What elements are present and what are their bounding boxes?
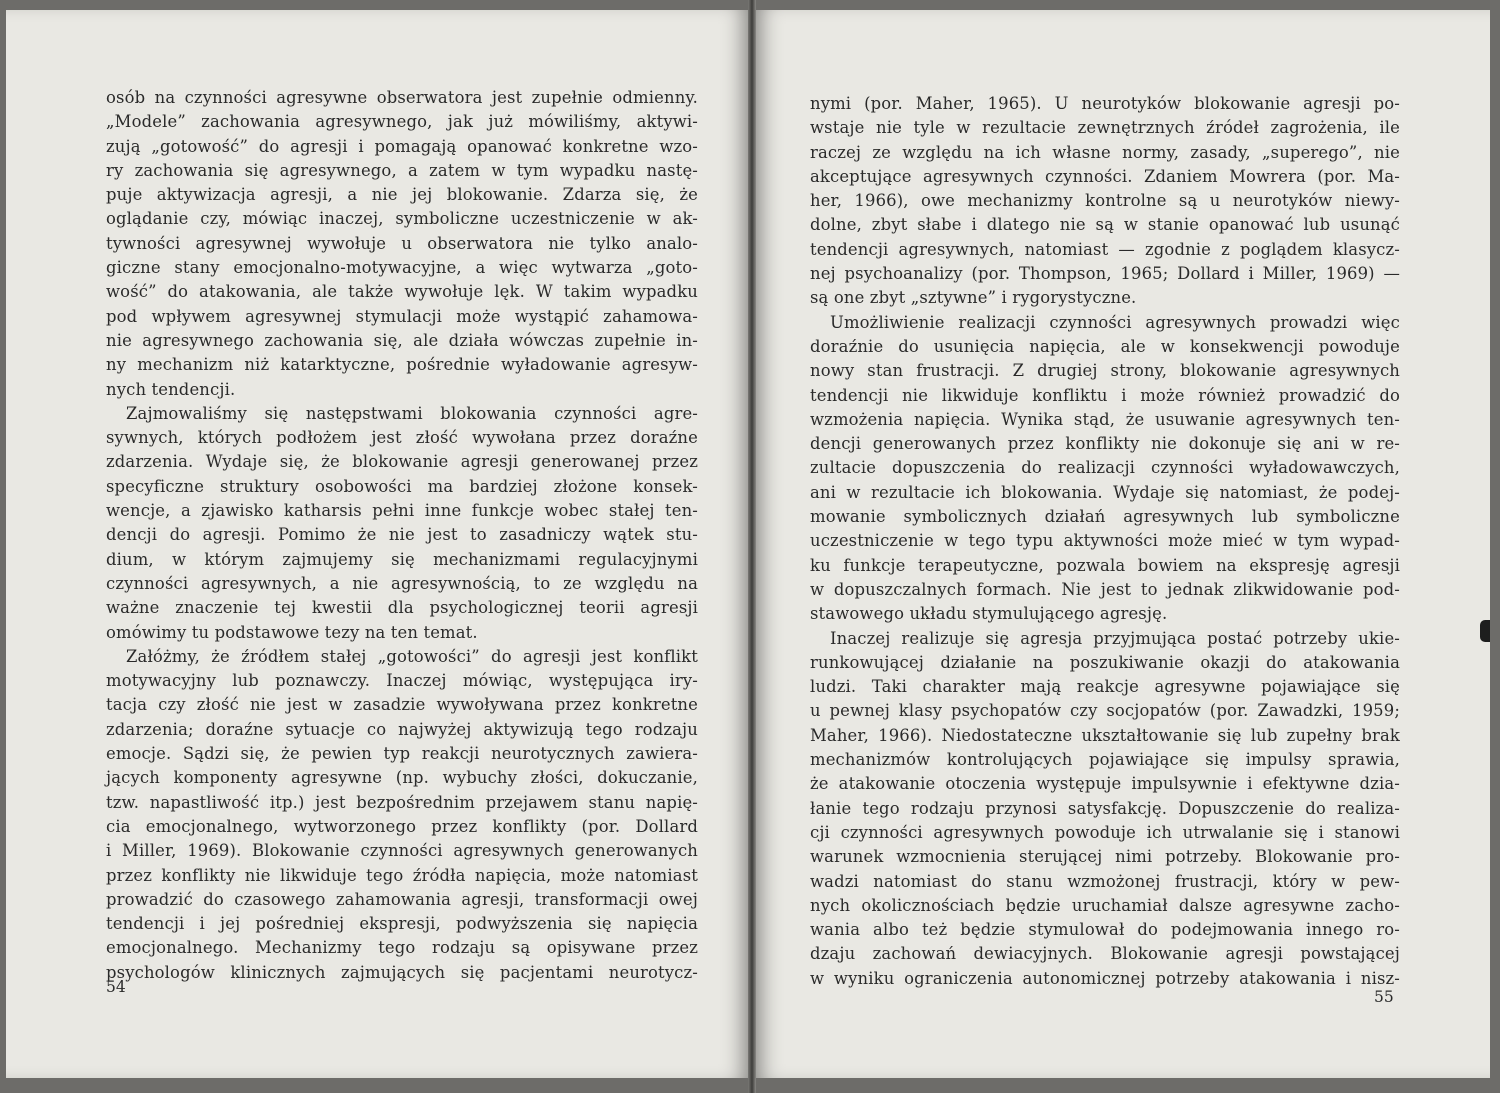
text-line: przez konflikty nie likwiduje tego źródła napięcia, może natomiast	[106, 865, 698, 885]
left-page-number: 54	[106, 978, 126, 996]
text-line: dzaju zachowań dewiacyjnych. Blokowanie agresji powstającej	[810, 944, 1400, 964]
text-line: psychologów klinicznych zajmujących się pacjentami neurotycz-	[106, 962, 698, 982]
text-line: akceptujące agresywnych czynności. Zdaniem Mowrera (por. Ma-	[810, 166, 1400, 186]
right-page-number: 55	[1374, 988, 1394, 1006]
text-line: osób na czynności agresywne obserwatora jest zupełnie odmienny.	[106, 88, 698, 107]
text-line: tendencji agresywnych, natomiast — zgodnie z poglądem klasycz-	[810, 239, 1400, 259]
text-line: są one zbyt „sztywne” i rygorystyczne.	[810, 288, 1137, 308]
text-line: Maher, 1966). Niedostateczne ukształtowanie się lub zupełny brak	[810, 725, 1400, 745]
text-line: puje aktywizacja agresji, a nie jej blokowanie. Zdarza się, że	[106, 185, 698, 205]
text-line: ważne znaczenie tej kwestii dla psychologicznej teorii agresji	[106, 598, 698, 618]
text-line: ny mechanizm niż katarktyczne, pośrednie wyładowanie agresyw-	[106, 355, 698, 375]
text-line: nej psychoanalizy (por. Thompson, 1965; Dollard i Miller, 1969) —	[810, 264, 1400, 284]
text-line: uczestniczenie w tego typu aktywności może mieć w tym wypad-	[810, 531, 1400, 551]
text-line: zdarzenia; doraźne sytuacje co najwyżej aktywizują tego rodzaju	[106, 719, 698, 739]
text-line: zultacie dopuszczenia do realizacji czynności wyładowawczych,	[810, 458, 1400, 478]
text-line: stawowego układu stymulującego agresję.	[810, 604, 1168, 624]
text-line: w wyniku ograniczenia autonomicznej potrzeby atakowania i nisz-	[810, 968, 1400, 988]
text-line: raczej ze względu na ich własne normy, zasady, „superego”, nie	[810, 142, 1400, 162]
text-line: Inaczej realizuje się agresja przyjmująca postać potrzeby ukie-	[830, 628, 1400, 648]
text-line: Zajmowaliśmy się następstwami blokowania czynności agre-	[126, 403, 698, 423]
left-page	[6, 10, 750, 1078]
text-line: mowanie symbolicznych działań agresywnych lub symboliczne	[810, 507, 1400, 527]
text-line: u pewnej klasy psychopatów czy socjopatów (por. Zawadzki, 1959;	[810, 701, 1400, 721]
text-line: wstaje nie tyle w rezultacie zewnętrznych źródeł zagrożenia, ile	[810, 118, 1400, 138]
text-line: sywnych, których podłożem jest złość wywołana przez doraźne	[106, 428, 698, 448]
text-line: łanie tego rodzaju przynosi satysfakcję. Dopuszczenie do realiza-	[810, 798, 1400, 818]
text-line: że atakowanie otoczenia występuje impulsywnie i efektywne dzia-	[810, 774, 1400, 794]
text-line: oglądanie czy, mówiąc inaczej, symboliczne uczestniczenie w ak-	[106, 209, 698, 229]
text-line: dium, w którym zajmujemy się mechanizmami regulacyjnymi	[106, 549, 698, 569]
text-line: pod wpływem agresywnej stymulacji może wystąpić zahamowa-	[106, 306, 698, 326]
text-line: nych okolicznościach będzie uruchamiał dalsze agresywne zacho-	[810, 895, 1400, 915]
text-line: giczne stany emocjonalno-motywacyjne, a więc wytwarza „goto-	[106, 258, 698, 278]
text-line: nych tendencji.	[106, 379, 236, 399]
text-line: nymi (por. Maher, 1965). U neurotyków blokowanie agresji po-	[810, 94, 1400, 113]
text-line: wość” do atakowania, ale także wywołuje lęk. W takim wypadku	[106, 282, 698, 302]
text-line: dencji do agresji. Pomimo że nie jest to zasadniczy wątek stu-	[106, 525, 698, 545]
text-line: tendencji nie likwiduje konfliktu i może również prowadzić do	[810, 385, 1400, 405]
text-line: wadzi natomiast do stanu wzmożonej frustracji, który w pew-	[810, 871, 1400, 891]
book-gutter	[748, 0, 756, 1093]
text-line: nie agresywnego zachowania się, ale działa wówczas zupełnie in-	[106, 330, 698, 350]
text-line: runkowującej działanie na poszukiwanie okazji do atakowania	[810, 652, 1400, 672]
text-line: specyficzne struktury osobowości ma bardziej złożone konsek-	[106, 476, 698, 496]
right-page-text	[810, 92, 1400, 991]
text-line: cia emocjonalnego, wytworzonego przez konflikty (por. Dollard	[106, 816, 698, 836]
text-line: ku funkcje terapeutyczne, pozwala bowiem na ekspresję agresji	[810, 555, 1400, 575]
text-line: warunek wzmocnienia sterującej nimi potrzeby. Blokowanie pro-	[810, 847, 1400, 867]
page-edge-tab	[1480, 620, 1490, 642]
text-line: prowadzić do czasowego zahamowania agresji, transformacji owej	[106, 889, 698, 909]
text-line: tendencji i jej pośredniej ekspresji, podwyższenia się napięcia	[106, 914, 698, 934]
text-line: wzmożenia napięcia. Wynika stąd, że usuwanie agresywnych ten-	[810, 409, 1400, 429]
text-line: emocje. Sądzi się, że pewien typ reakcji neurotycznych zawiera-	[106, 744, 698, 764]
text-line: mechanizmów kontrolujących pojawiające się impulsy sprawia,	[810, 750, 1400, 770]
text-line: cji czynności agresywnych powoduje ich utrwalanie się i stanowi	[810, 822, 1400, 842]
text-line: dolne, zbyt słabe i dlatego nie są w stanie opanować lub usunąć	[810, 215, 1400, 235]
text-line: w dopuszczalnych formach. Nie jest to jednak zlikwidowanie pod-	[810, 579, 1400, 599]
text-line: dencji generowanych przez konflikty nie dokonuje się ani w re-	[810, 434, 1400, 454]
text-line: motywacyjny lub poznawczy. Inaczej mówiąc, występująca iry-	[106, 671, 698, 691]
text-line: czynności agresywnych, a nie agresywnością, to ze względu na	[106, 573, 698, 593]
text-line: tacja czy złość nie jest w zasadzie wywoływana przez konkretne	[106, 695, 698, 715]
text-line: doraźnie do usunięcia napięcia, ale w konsekwencji powoduje	[810, 336, 1400, 356]
text-line: i Miller, 1969). Blokowanie czynności agresywnych generowanych	[106, 841, 698, 861]
text-line: „Modele” zachowania agresywnego, jak już mówiliśmy, aktywi-	[106, 112, 698, 132]
text-line: ludzi. Taki charakter mają reakcje agresywne pojawiające się	[810, 677, 1400, 697]
text-line: wania albo też będzie stymulował do podejmowania innego ro-	[810, 920, 1400, 940]
text-line: emocjonalnego. Mechanizmy tego rodzaju są opisywane przez	[106, 938, 698, 958]
text-line: zują „gotowość” do agresji i pomagają opanować konkretne wzo-	[106, 136, 698, 156]
text-line: wencje, a zjawisko katharsis pełni inne funkcje wobec stałej ten-	[106, 501, 698, 521]
text-line: her, 1966), owe mechanizmy kontrolne są u neurotyków niewy-	[810, 191, 1400, 211]
text-line: Umożliwienie realizacji czynności agresywnych prowadzi więc	[830, 312, 1400, 332]
left-page-text	[106, 86, 698, 985]
right-page	[754, 10, 1490, 1078]
text-line: Załóżmy, że źródłem stałej „gotowości” do agresji jest konflikt	[126, 646, 698, 666]
text-line: nowy stan frustracji. Z drugiej strony, blokowanie agresywnych	[810, 361, 1400, 381]
text-line: tzw. napastliwość itp.) jest bezpośrednim przejawem stanu napię-	[106, 792, 698, 812]
text-line: ani w rezultacie ich blokowania. Wydaje się natomiast, że podej-	[810, 482, 1400, 502]
text-line: ry zachowania się agresywnego, a zatem w tym wypadku nastę-	[106, 160, 698, 180]
text-line: tywności agresywnej wywołuje u obserwatora nie tylko analo-	[106, 233, 698, 253]
text-line: omówimy tu podstawowe tezy na ten temat.	[106, 622, 478, 642]
text-line: zdarzenia. Wydaje się, że blokowanie agresji generowanej przez	[106, 452, 698, 472]
text-line: jących komponenty agresywne (np. wybuchy złości, dokuczanie,	[106, 768, 698, 788]
